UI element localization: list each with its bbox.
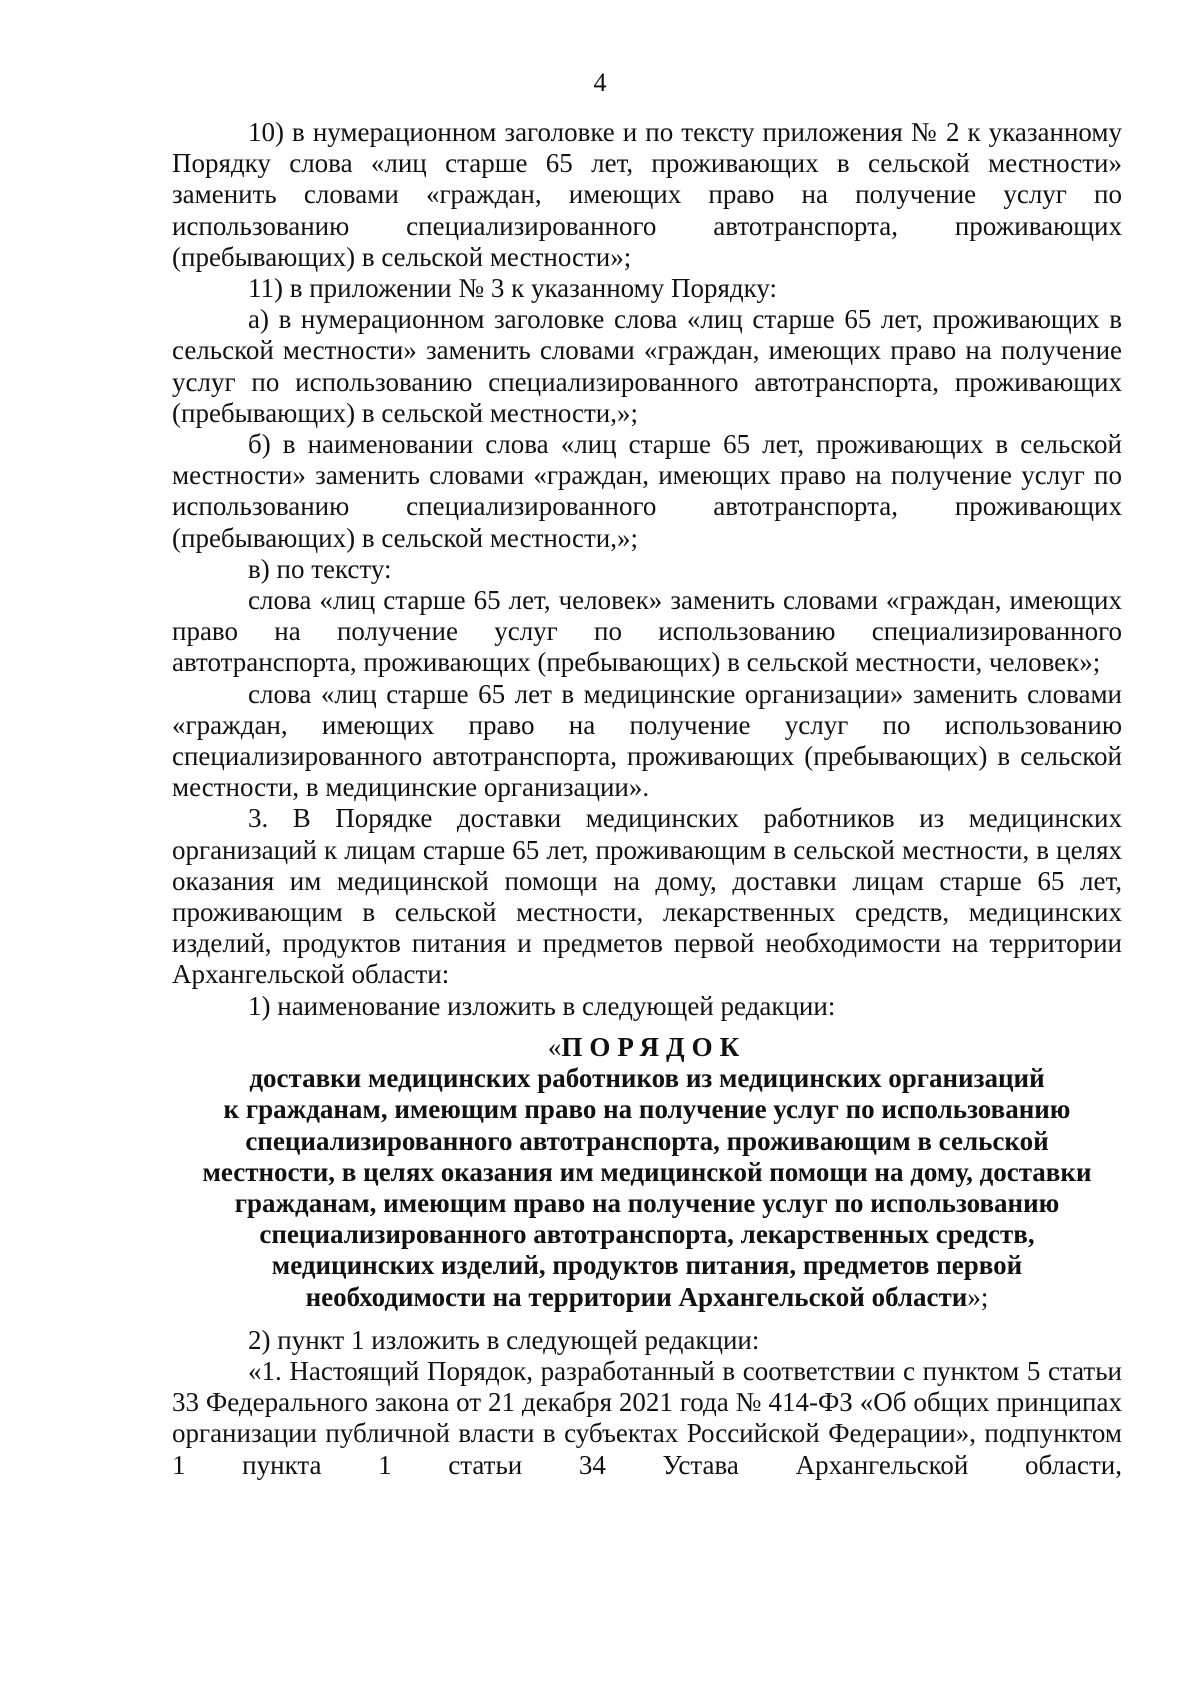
heading-line: медицинских изделий, продуктов питания, предметов первой: [271, 1250, 1023, 1281]
spacer: [172, 1313, 1122, 1325]
page-number: 4: [593, 68, 607, 97]
paragraph-item-11: 11) в приложении № 3 к указанному Порядку:: [248, 273, 778, 304]
document-body: [172, 117, 1122, 1481]
order-title-line: [172, 1032, 1122, 1063]
paragraph-subitem-b: б) в наименовании слова «лиц старше 65 лет, проживающих в сельской местности» заменить словами «граждан, имеющих право на получение услуг по использованию специализированного автотранспорта, проживающих (пребывающих) в сельской местности,»;: [172, 429, 1122, 553]
heading-line: гражданам, имеющим право на получение услуг по использованию: [234, 1187, 1060, 1218]
paragraph-item-10: 10) в нумерационном заголовке и по тексту приложения № 2 к указанному Порядку слова «лиц старше 65 лет, проживающих в сельской местности» заменить словами «граждан, имеющих право на получение услуг по использованию специализированного автотранспорта, проживающих (пребывающих) в сельской местности»;: [172, 117, 1122, 272]
paragraph-words-replace-2: слова «лиц старше 65 лет в медицинские организации» заменить словами «граждан, имеющих право на получение услуг по использованию специализированного автотранспорта, проживающих (пребывающих) в сельской местности, в медицинские организации».: [172, 678, 1122, 803]
paragraph-section-3: 3. В Порядке доставки медицинских работников из медицинских организаций к лицам старше 65 лет, проживающим в сельской местности, в целях оказания им медицинской помощи на дому, доставки лицам старше 65 лет, проживающим в сельской местности, лекарственных средств, медицинских изделий, продуктов питания и предметов первой необходимости на территории Архангельской области:: [172, 803, 1122, 990]
paragraph-subitem-a: а) в нумерационном заголовке слова «лиц старше 65 лет, проживающих в сельской местности» заменить словами «граждан, имеющих право на получение услуг по использованию специализированного автотранспорта, проживающих (пребывающих) в сельской местности,»;: [172, 304, 1122, 428]
paragraph-item-1-name: 1) наименование изложить в следующей редакции:: [248, 990, 836, 1021]
heading-line: местности, в целях оказания им медицинской помощи на дому, доставки: [202, 1156, 1092, 1187]
order-heading: [172, 1032, 1122, 1313]
heading-line: необходимости на территории Архангельской области: [305, 1281, 968, 1312]
heading-line: доставки медицинских работников из медицинских организаций: [249, 1063, 1045, 1094]
heading-close-quote: »;: [967, 1281, 989, 1312]
paragraph-subitem-v: в) по тексту:: [248, 553, 392, 584]
heading-last-line: [172, 1282, 1122, 1313]
heading-line: специализированного автотранспорта, лекарственных средств,: [259, 1219, 1035, 1250]
heading-open-quote: «: [547, 1031, 562, 1062]
paragraph-words-replace-1: слова «лиц старше 65 лет, человек» заменить словами «граждан, имеющих право на получение услуг по использованию специализированного автотранспорта, проживающих (пребывающих) в сельской местности, человек»;: [172, 585, 1122, 678]
heading-line: к гражданам, имеющим право на получение услуг по использованию: [223, 1094, 1071, 1125]
paragraph-item-2: 2) пункт 1 изложить в следующей редакции:: [248, 1324, 760, 1355]
heading-line: специализированного автотранспорта, проживающим в сельской: [245, 1125, 1049, 1156]
order-title: ПОРЯДОК: [561, 1031, 747, 1062]
paragraph-point-1-text: «1. Настоящий Порядок, разработанный в соответствии с пунктом 5 статьи 33 Федерального закона от 21 декабря 2021 года № 414-ФЗ «Об общих принципах организации публичной власти в субъектах Российской Федерации», подпунктом 1 пункта 1 статьи 34 Устава Архангельской области,: [172, 1355, 1122, 1480]
